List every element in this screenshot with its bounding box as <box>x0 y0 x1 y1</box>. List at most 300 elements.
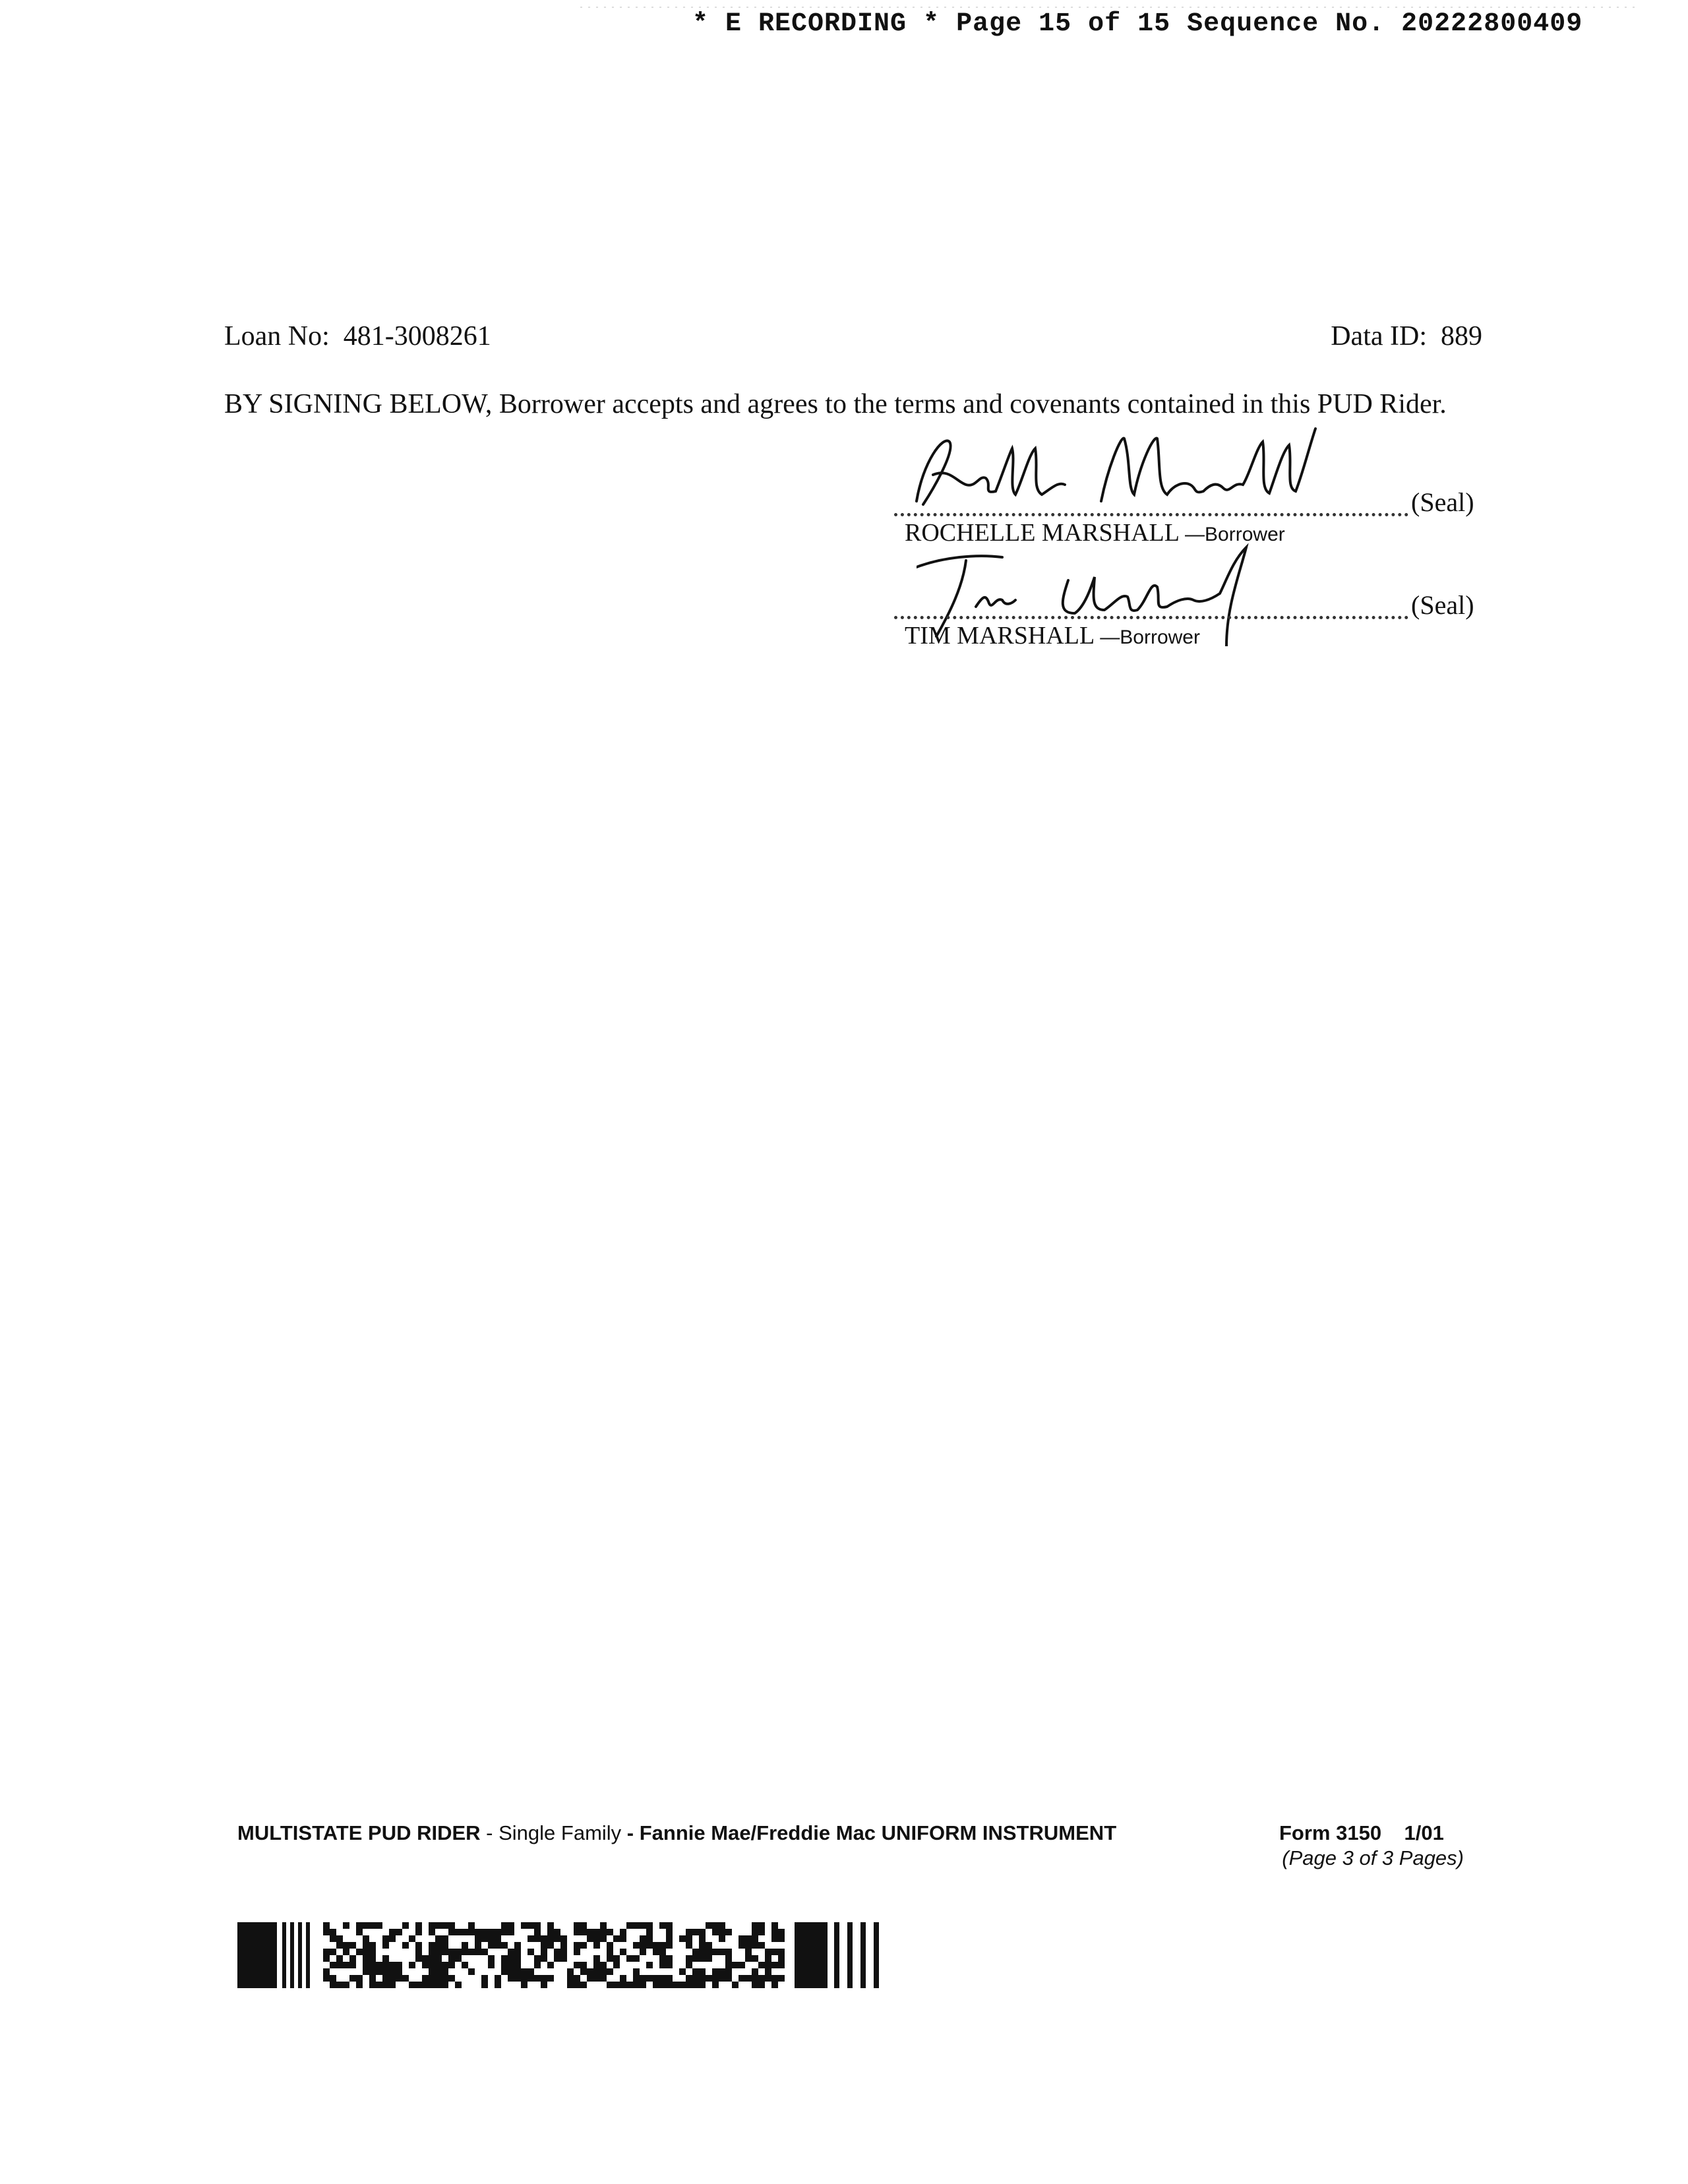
barcode-block <box>607 1982 613 1988</box>
barcode-block <box>560 1955 567 1962</box>
barcode-block <box>765 1968 771 1975</box>
barcode-block <box>679 1982 686 1988</box>
barcode-block <box>626 1922 633 1929</box>
barcode-block <box>580 1942 587 1949</box>
signature-line-1 <box>894 513 1408 516</box>
barcode-block <box>554 1929 560 1935</box>
barcode-block <box>554 1955 560 1962</box>
barcode-block <box>488 1929 495 1935</box>
barcode-block <box>554 1949 560 1955</box>
barcode-block <box>725 1962 732 1968</box>
barcode-block <box>686 1935 692 1942</box>
barcode-block <box>382 1982 389 1988</box>
barcode-block <box>468 1968 475 1975</box>
barcode-block <box>646 1935 653 1942</box>
barcode-block <box>475 1929 481 1935</box>
form-title-bold: MULTISTATE PUD RIDER <box>237 1821 481 1844</box>
barcode-block <box>679 1968 686 1975</box>
barcode-block <box>666 1982 673 1988</box>
barcode-block <box>771 1982 778 1988</box>
barcode-block <box>435 1968 442 1975</box>
barcode-block <box>593 1942 600 1949</box>
barcode-block <box>415 1929 422 1935</box>
barcode-block <box>429 1922 435 1929</box>
barcode-block <box>442 1982 448 1988</box>
barcode-block <box>666 1922 673 1929</box>
barcode-block <box>376 1922 382 1929</box>
barcode-block <box>752 1929 758 1935</box>
barcode-block <box>429 1968 435 1975</box>
barcode-block <box>237 1922 277 1988</box>
barcode-block <box>402 1942 409 1949</box>
barcode-block <box>323 1955 330 1962</box>
barcode-block <box>752 1922 758 1929</box>
barcode-block <box>706 1955 712 1962</box>
barcode-block <box>659 1955 666 1962</box>
form-number-text: Form 3150 <box>1279 1821 1382 1844</box>
barcode-block <box>429 1929 435 1935</box>
barcode-block <box>547 1929 554 1935</box>
barcode-block <box>330 1982 336 1988</box>
barcode-block <box>422 1975 429 1982</box>
barcode-block <box>282 1922 286 1988</box>
barcode-block <box>725 1955 732 1962</box>
barcode-block <box>554 1935 560 1942</box>
barcode-block <box>633 1975 640 1982</box>
barcode-block <box>429 1949 435 1955</box>
form-title <box>237 1821 1116 1845</box>
signer-name-2 <box>905 621 1200 650</box>
barcode-block <box>613 1935 620 1942</box>
barcode-block <box>501 1955 508 1962</box>
barcode-block <box>659 1942 666 1949</box>
barcode-block <box>692 1955 699 1962</box>
barcode-block <box>719 1968 725 1975</box>
barcode-block <box>646 1962 653 1968</box>
barcode-block <box>356 1922 363 1929</box>
barcode-block <box>712 1982 719 1988</box>
barcode-block <box>468 1929 475 1935</box>
barcode-block <box>653 1942 659 1949</box>
barcode-block <box>659 1922 666 1929</box>
barcode-block <box>349 1975 356 1982</box>
barcode-block <box>613 1962 620 1968</box>
barcode-block <box>508 1922 514 1929</box>
barcode-block <box>541 1982 547 1988</box>
barcode-block <box>719 1975 725 1982</box>
barcode-block <box>699 1949 706 1955</box>
barcode-block <box>673 1982 679 1988</box>
barcode-block <box>587 1935 593 1942</box>
barcode-block <box>481 1929 488 1935</box>
barcode-block <box>771 1949 778 1955</box>
barcode-block <box>356 1949 363 1955</box>
barcode-block <box>462 1929 468 1935</box>
barcode-block <box>574 1975 580 1982</box>
barcode-block <box>495 1942 501 1949</box>
barcode-block <box>514 1942 521 1949</box>
barcode-block <box>382 1968 389 1975</box>
barcode-block <box>659 1975 666 1982</box>
barcode-block <box>593 1975 600 1982</box>
data-id-label: Data ID: <box>1331 321 1427 351</box>
barcode-block <box>415 1955 422 1962</box>
barcode-block <box>534 1962 541 1968</box>
barcode-block <box>758 1962 765 1968</box>
barcode-block <box>468 1949 475 1955</box>
barcode-block <box>455 1955 462 1962</box>
barcode-block <box>501 1962 508 1968</box>
barcode-block <box>521 1968 528 1975</box>
barcode-block <box>376 1968 382 1975</box>
barcode-block <box>382 1955 389 1962</box>
barcode-block <box>415 1982 422 1988</box>
barcode-block <box>765 1962 771 1968</box>
barcode-block <box>290 1922 294 1988</box>
barcode-block <box>745 1955 752 1962</box>
barcode-block <box>429 1962 435 1968</box>
barcode-block <box>706 1942 712 1949</box>
barcode-block <box>574 1929 580 1935</box>
barcode-block <box>692 1982 699 1988</box>
barcode-block <box>343 1922 349 1929</box>
barcode-block <box>528 1975 534 1982</box>
barcode-block <box>666 1942 673 1949</box>
barcode-block <box>462 1942 468 1949</box>
barcode-block <box>593 1929 600 1935</box>
barcode-block <box>514 1955 521 1962</box>
barcode-block <box>323 1975 330 1982</box>
barcode-block <box>699 1942 706 1949</box>
barcode-block <box>336 1942 343 1949</box>
barcode-block <box>547 1935 554 1942</box>
barcode-block <box>501 1968 508 1975</box>
barcode-block <box>613 1955 620 1962</box>
barcode-block <box>659 1949 666 1955</box>
barcode-block <box>495 1975 501 1982</box>
barcode-block <box>475 1949 481 1955</box>
barcode-block <box>574 1922 580 1929</box>
barcode-block <box>633 1968 640 1975</box>
barcode-block <box>349 1962 356 1968</box>
barcode-block <box>369 1949 376 1955</box>
barcode-block <box>640 1975 646 1982</box>
barcode-block <box>567 1968 574 1975</box>
barcode-block <box>541 1942 547 1949</box>
barcode-block <box>725 1949 732 1955</box>
barcode-block <box>778 1975 785 1982</box>
barcode-block <box>422 1955 429 1962</box>
barcode-block <box>481 1982 488 1988</box>
barcode-block <box>422 1962 429 1968</box>
barcode-block <box>752 1968 758 1975</box>
barcode-block <box>712 1968 719 1975</box>
barcode-block <box>514 1949 521 1955</box>
barcode-block <box>382 1942 389 1949</box>
barcode-block <box>435 1975 442 1982</box>
barcode-block <box>593 1962 600 1968</box>
barcode-block <box>389 1982 396 1988</box>
barcode-block <box>462 1962 468 1968</box>
barcode-block <box>369 1982 376 1988</box>
barcode-block <box>686 1955 692 1962</box>
barcode-block <box>448 1922 455 1929</box>
barcode-block <box>442 1935 448 1942</box>
barcode-block <box>666 1962 673 1968</box>
barcode-block <box>633 1982 640 1988</box>
barcode-block <box>514 1968 521 1975</box>
barcode-block <box>528 1949 534 1955</box>
barcode-block <box>620 1982 626 1988</box>
data-id <box>1292 320 1482 352</box>
barcode-block <box>758 1922 765 1929</box>
barcode-block <box>620 1929 626 1935</box>
barcode-block <box>475 1942 481 1949</box>
barcode-block <box>732 1982 738 1988</box>
barcode-block <box>593 1955 600 1962</box>
page-count: (Page 3 of 3 Pages) <box>1282 1846 1464 1869</box>
barcode-block <box>488 1935 495 1942</box>
barcode-block <box>534 1935 541 1942</box>
barcode-block <box>692 1949 699 1955</box>
form-date: 1/01 <box>1404 1821 1444 1844</box>
barcode-block <box>758 1942 765 1949</box>
barcode-block <box>719 1929 725 1935</box>
barcode-block <box>646 1922 653 1929</box>
barcode-block <box>323 1968 330 1975</box>
barcode-block <box>547 1922 554 1929</box>
barcode-block <box>758 1929 765 1935</box>
barcode-block <box>560 1935 567 1942</box>
barcode-block <box>738 1975 745 1982</box>
barcode-block <box>860 1922 866 1988</box>
barcode-block <box>435 1949 442 1955</box>
barcode-block <box>699 1935 706 1942</box>
barcode-block <box>528 1922 534 1929</box>
signer-role-2: —Borrower <box>1100 626 1200 648</box>
barcode-block <box>547 1975 554 1982</box>
barcode-block <box>593 1968 600 1975</box>
handwritten-signature-rochelle <box>903 422 1352 521</box>
barcode-block <box>481 1935 488 1942</box>
barcode-block <box>343 1949 349 1955</box>
barcode-block <box>508 1968 514 1975</box>
agreement-statement: BY SIGNING BELOW, Borrower accepts and agrees to the terms and covenants contained in this PUD Rider. <box>224 389 1447 419</box>
barcode-block <box>580 1982 587 1988</box>
barcode-block <box>514 1962 521 1968</box>
barcode-block <box>389 1968 396 1975</box>
barcode-block <box>778 1929 785 1935</box>
barcode-block <box>356 1929 363 1935</box>
barcode-block <box>778 1935 785 1942</box>
barcode-block <box>560 1949 567 1955</box>
barcode-block <box>640 1922 646 1929</box>
barcode-block <box>706 1922 712 1929</box>
barcode-block <box>495 1935 501 1942</box>
barcode-block <box>369 1975 376 1982</box>
barcode-block <box>607 1929 613 1935</box>
barcode-block <box>356 1975 363 1982</box>
barcode-block <box>481 1949 488 1955</box>
barcode-block <box>442 1962 448 1968</box>
barcode-block <box>778 1962 785 1968</box>
barcode-block <box>719 1949 725 1955</box>
barcode-block <box>415 1942 422 1949</box>
barcode-block <box>448 1955 455 1962</box>
barcode-block <box>396 1962 402 1968</box>
barcode-block <box>712 1929 719 1935</box>
barcode-block <box>330 1975 336 1982</box>
barcode-block <box>587 1975 593 1982</box>
barcode-block <box>455 1929 462 1935</box>
barcode-block <box>435 1962 442 1968</box>
barcode-block <box>686 1982 692 1988</box>
seal-label-1: (Seal) <box>1411 487 1474 517</box>
barcode-block <box>719 1935 725 1942</box>
barcode-block <box>874 1922 879 1988</box>
barcode-block <box>771 1922 778 1929</box>
barcode-block <box>396 1975 402 1982</box>
barcode-block <box>745 1942 752 1949</box>
barcode-block <box>712 1949 719 1955</box>
barcode-block <box>752 1975 758 1982</box>
barcode-block <box>495 1982 501 1988</box>
barcode-block <box>679 1935 686 1942</box>
barcode-block <box>600 1922 607 1929</box>
barcode-block <box>521 1975 528 1982</box>
barcode-block <box>349 1942 356 1949</box>
barcode-block <box>528 1935 534 1942</box>
barcode-block <box>514 1975 521 1982</box>
barcode-block <box>363 1942 369 1949</box>
barcode-block <box>580 1929 587 1935</box>
barcode-block <box>600 1935 607 1942</box>
barcode-block <box>389 1962 396 1968</box>
barcode-block <box>541 1975 547 1982</box>
barcode-block <box>633 1942 640 1949</box>
barcode-block <box>448 1962 455 1968</box>
barcode-block <box>712 1922 719 1929</box>
barcode-block <box>435 1922 442 1929</box>
barcode-block <box>389 1935 396 1942</box>
barcode-block <box>323 1922 330 1929</box>
form-number <box>1279 1821 1444 1845</box>
barcode-block <box>306 1922 310 1988</box>
barcode-block <box>508 1955 514 1962</box>
form-issuer: Fannie Mae/Freddie Mac UNIFORM INSTRUMENT <box>639 1821 1117 1844</box>
barcode-block <box>646 1929 653 1935</box>
barcode-block <box>620 1935 626 1942</box>
barcode-block <box>343 1962 349 1968</box>
barcode-block <box>488 1962 495 1968</box>
barcode-block <box>580 1968 587 1975</box>
barcode-block <box>376 1982 382 1988</box>
barcode-block <box>640 1935 646 1942</box>
barcode-block <box>382 1935 389 1942</box>
barcode-block <box>462 1949 468 1955</box>
barcode-block <box>706 1975 712 1982</box>
barcode-block <box>725 1929 732 1935</box>
barcode-block <box>501 1929 508 1935</box>
barcode-block <box>686 1942 692 1949</box>
barcode-block <box>343 1982 349 1988</box>
barcode-block <box>547 1962 554 1968</box>
barcode-block <box>686 1962 692 1968</box>
barcode-block <box>626 1982 633 1988</box>
barcode-block <box>343 1942 349 1949</box>
barcode-block <box>534 1955 541 1962</box>
barcode-block <box>653 1975 659 1982</box>
barcode-block <box>330 1935 336 1942</box>
barcode-block <box>415 1949 422 1955</box>
barcode-block <box>580 1922 587 1929</box>
barcode-block <box>402 1922 409 1929</box>
barcode-block <box>600 1962 607 1968</box>
barcode-block <box>738 1935 745 1942</box>
barcode-block <box>706 1949 712 1955</box>
seal-label-2: (Seal) <box>1411 590 1474 620</box>
barcode-block <box>745 1949 752 1955</box>
barcode-block <box>666 1955 673 1962</box>
barcode-block <box>640 1982 646 1988</box>
barcode-block <box>778 1955 785 1962</box>
barcode-block <box>699 1955 706 1962</box>
barcode-block <box>363 1922 369 1929</box>
data-id-value: 889 <box>1441 321 1482 351</box>
barcode-block <box>666 1935 673 1942</box>
barcode-block <box>429 1975 435 1982</box>
barcode-block <box>330 1962 336 1968</box>
barcode-block <box>587 1929 593 1935</box>
barcode-block <box>422 1982 429 1988</box>
barcode-block <box>534 1922 541 1929</box>
barcode-block <box>442 1968 448 1975</box>
form-subtitle: Single Family <box>498 1821 622 1844</box>
barcode-block <box>699 1975 706 1982</box>
barcode-block <box>607 1968 613 1975</box>
signer-name-text-2: TIM MARSHALL <box>905 622 1094 650</box>
barcode-block <box>382 1975 389 1982</box>
barcode-block <box>587 1968 593 1975</box>
loan-number-value: 481-3008261 <box>343 321 491 351</box>
barcode-block <box>574 1942 580 1949</box>
barcode-block <box>298 1922 302 1988</box>
barcode-block <box>626 1955 633 1962</box>
barcode-block <box>363 1955 369 1962</box>
barcode-block <box>429 1982 435 1988</box>
form-sep-1: - <box>480 1821 499 1844</box>
signer-name-text-1: ROCHELLE MARSHALL <box>905 519 1179 547</box>
barcode-block <box>547 1942 554 1949</box>
barcode-block <box>363 1935 369 1942</box>
barcode-block <box>495 1929 501 1935</box>
barcode-block <box>765 1975 771 1982</box>
signer-role-1: —Borrower <box>1185 524 1285 545</box>
barcode-block <box>745 1975 752 1982</box>
barcode-block <box>686 1975 692 1982</box>
barcode-block <box>653 1949 659 1955</box>
barcode-block <box>435 1935 442 1942</box>
barcode-block <box>712 1975 719 1982</box>
barcode-block <box>725 1968 732 1975</box>
barcode-block <box>758 1975 765 1982</box>
barcode-block <box>719 1922 725 1929</box>
form-sep-2: - <box>621 1821 640 1844</box>
barcode-block <box>620 1949 626 1955</box>
barcode-block <box>640 1942 646 1949</box>
barcode-block <box>666 1929 673 1935</box>
barcode-block <box>481 1975 488 1982</box>
